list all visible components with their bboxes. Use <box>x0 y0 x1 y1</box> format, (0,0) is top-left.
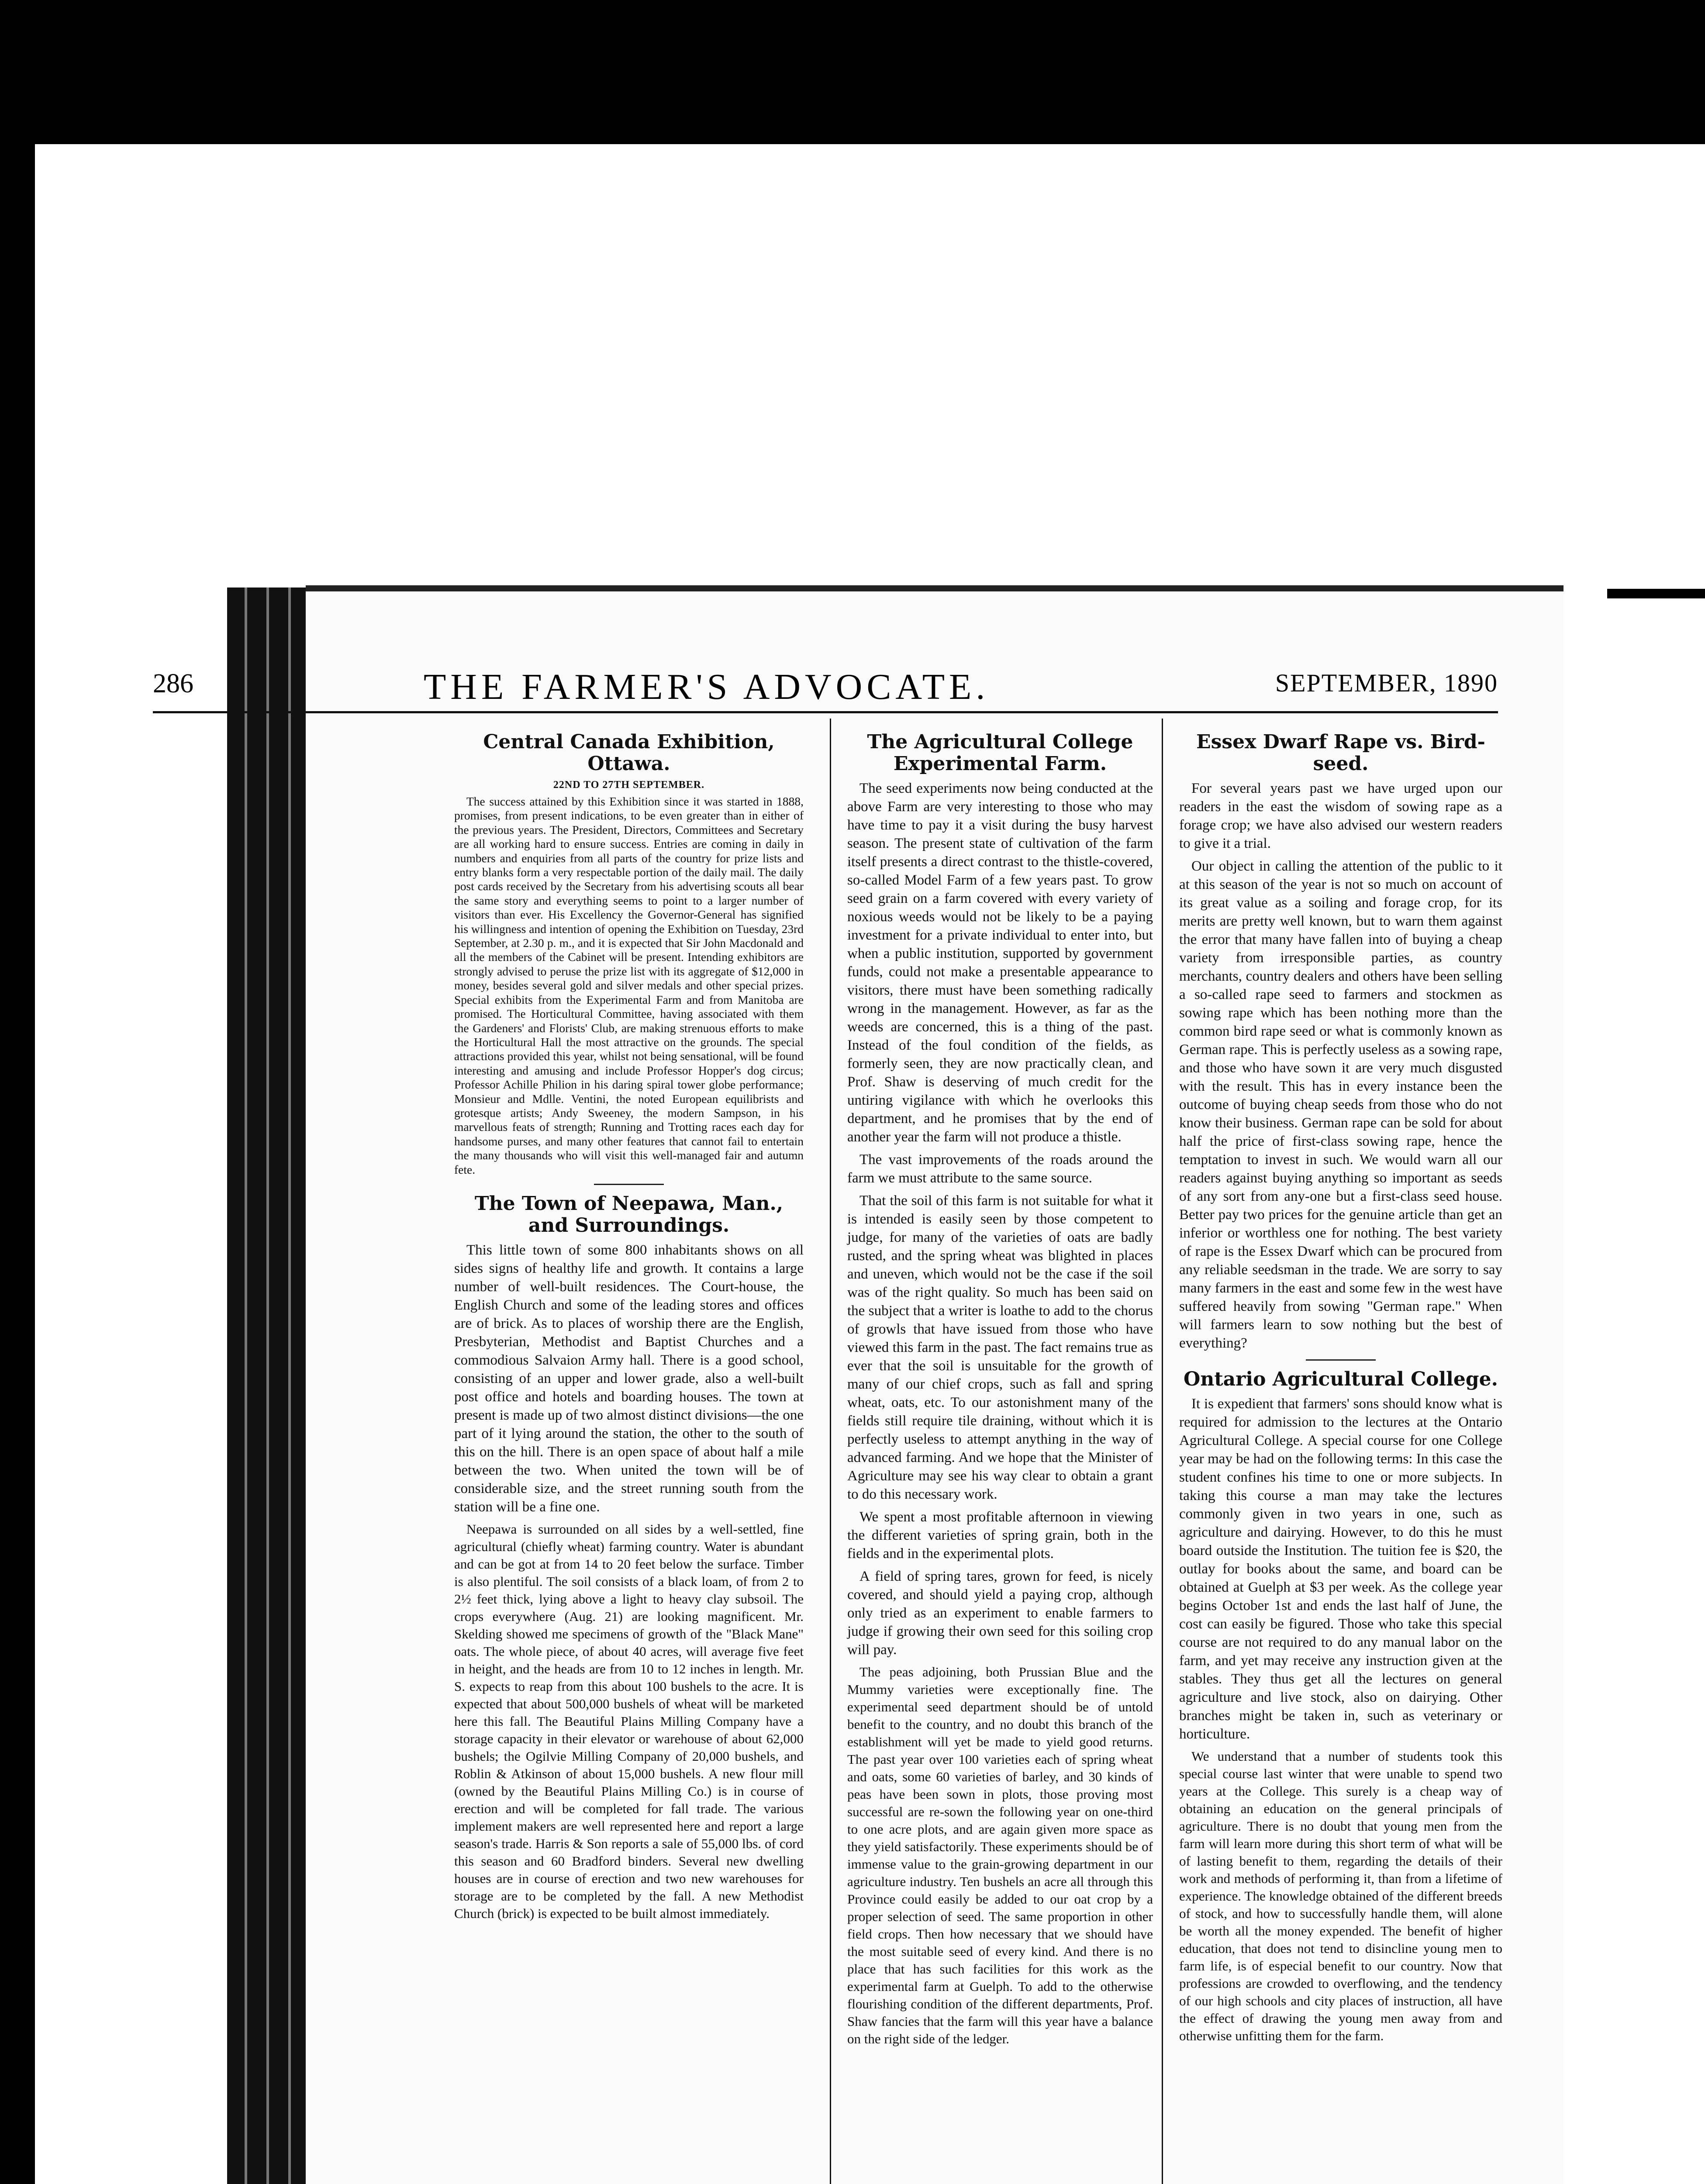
paragraph: A field of spring tares, grown for feed, is nicely covered, and should yield a paying crop, although only tried as an experiment to enable farmers to judge if growing their own seed for this soiling crop will pay. <box>847 1569 1153 1658</box>
divider <box>1306 1359 1376 1361</box>
paragraph: Our object in calling the attention of the public to it at this season of the year is not so much on account of its great value as a soiling and forage crop, for its merits are pretty well known, but to warn them against the error that many have fallen into of buying a cheap variety from irresponsible parties, as country merchants, country dealers and others have been selling a so-called rape seed to farmers and stockmen as sowing rape which has been nothing more than the common bird rape seed or what is commonly known as German rape. This is perfectly useless as a sowing rape, and those who have sown it are very much disgusted with the result. This has in every instance been the outcome of buying cheap seeds from those who do not know their business. German rape can be sold for about half the price of first-class sowing rape, hence the temptation to invest in such. We would warn all our readers against buying anything so important as seeds of any sort from any-one but a first-class seed house. Better pay two prices for the genuine article than get an inferior or worthless one for nothing. The best variety of rape is the Essex Dwarf which can be procured from any reliable seedsman in the trade. We are sorry to say many farmers in the east and some few in the west have suffered heavily from sowing "German rape." When will farmers learn to sow nothing but the best of everything? <box>1179 858 1502 1351</box>
paragraph: The seed experiments now being conducted at the above Farm are very interesting to those who may have time to pay it a visit during the busy harvest season. The present state of cultivation of the farm itself presents a direct contrast to the thistle-covered, so-called Model Farm of a few years past. To grow seed grain on a farm covered with every variety of noxious weeds would not be likely to be a paying investment for a private individual to enter into, but when a public institution, supported by government funds, could not make a presentable appearance to visitors, there must have been something radically wrong in the management. However, as far as the weeds are concerned, this is a thing of the past. Instead of the foul condition of the fields, as formerly seen, they are now practically clean, and Prof. Shaw is deserving of much credit for the untiring vigilance with which he overlooks this department, and he promises that by the end of another year the farm will not produce a thistle. <box>847 781 1153 1145</box>
column-1 <box>454 725 804 1927</box>
paragraph: The success attained by this Exhibition since it was started in 1888, promises, from present indications, to be even greater than in either of the previous years. The President, Directors, Committees and Secretary are all working hard to ensure success. Entries are coming in daily in numbers and enquiries from all parts of the country for prize lists and entry blanks form a very respectable portion of the daily mail. The daily post cards received by the Secretary from his advertising scouts all bear the same story and everything seems to point to a larger number of visitors than ever. His Excellency the Governor-General has signified his willingness and intention of opening the Exhibition on Tuesday, 23rd September, at 2.30 p. m., and it is expected that Sir John Macdonald and all the members of the Cabinet will be present. Intending exhibitors are strongly advised to peruse the prize list with its aggregate of $12,000 in money, besides several gold and silver medals and other special prizes. Special exhibits from the Experimental Farm and from Manitoba are promised. The Horticultural Committee, having associated with them the Gardeners' and Florists' Club, are making strenuous efforts to make the Horticultural Hall the most attractive on the grounds. The special attractions provided this year, whilst not being sensational, will be found interesting and amusing and include Professor Hopper's dog circus; Professor Achille Philion in his daring spiral tower globe performance; Monsieur and Mdlle. Ventini, the noted European equilibrists and grotesque artists; Andy Sweeney, the modern Sampson, in his marvellous feats of strength; Running and Trotting races each day for handsome purses, and many other features that cannot fail to entertain the many thousands who will visit this well-managed fair and autumn fete. <box>454 795 804 1176</box>
divider <box>594 1184 664 1185</box>
issue-date: SEPTEMBER, 1890 <box>1275 669 1498 697</box>
paragraph: It is expedient that farmers' sons should know what is required for admission to the lectures at the Ontario Agricultural College. A special course for one College year may be had on the following terms: In this case the student confines his time to one or more subjects. In taking this course a man may take the lectures commonly given in two years in one, such as agriculture and dairying. However, to do this he must board outside the Institution. The tuition fee is $20, the outlay for books about the same, and board can be obtained at Guelph at $3 per week. As the college year begins October 1st and ends the last half of June, the cost can easily be figured. Those who take this special course are not required to do any manual labor on the farm, and yet may receive any instruction given at the stables. They thus get all the lectures on general agriculture and live stock, also on dairying. Other branches might be taken in, such as veterinary or horticulture. <box>1179 1396 1502 1742</box>
column-divider <box>1162 719 1163 2184</box>
paragraph: We spent a most profitable afternoon in viewing the different varieties of spring grain, both in the fields and in the experimental plots. <box>847 1509 1153 1562</box>
paragraph: We understand that a number of students took this special course last winter that were unable to spend two years at the College. This surely is a cheap way of obtaining an education on the general principals of agriculture. There is no doubt that young men from the farm will learn more during this short term of what will be of lasting benefit to them, regarding the details of their work and methods of performing it, than from a lifetime of experience. The knowledge obtained of the different breeds of stock, and how to successfully handle them, will alone be worth all the money expended. The benefit of higher education, that does not tend to disincline young men to farm life, is of especial benefit to our country. Now that professions are crowded to overflowing, and the tendency of our high schools and city places of instruction, all have the effect of drawing the young men away from and otherwise unfitting them for the farm. <box>1179 1749 1502 2043</box>
paragraph: This little town of some 800 inhabitants shows on all sides signs of healthy life and growth. It contains a large number of well-built residences. The Court-house, the English Church and some of the leading stores and offices are of brick. As to places of worship there are the English, Presbyterian, Methodist and Baptist Churches and a commodious Salvaion Army hall. There is a good school, consisting of an upper and lower grade, also a well-built post office and hotels and boarding houses. The town at present is made up of two almost distinct divisions—the one part of it lying around the station, the other to the south of this on the hill. There is an open space of about half a mile between the two. When united the town will be of considerable size, and the street running south from the station will be a fine one. <box>454 1242 804 1515</box>
article-title: Central Canada Exhibition, Ottawa. <box>483 731 775 775</box>
column-divider <box>830 719 831 2184</box>
paragraph: The peas adjoining, both Prussian Blue and the Mummy varieties were exceptionally fine. The experimental seed department should be of untold benefit to the country, and no doubt this branch of the establishment will yet be made to yield good returns. The past year over 100 varieties each of spring wheat and oats, some 60 varieties of barley, and 30 kinds of peas have been sown in plots, those proving most successful are re-sown the following year on one-third to one acre plots, and are again given more space as they yield satisfactorily. These experiments should be of immense value to the grain-growing department in our agriculture industry. Ten bushels an acre all through this Province could easily be added to our oat crop by a proper selection of seed. The same proportion in other field crops. Then how necessary that we should have the most suitable seed of every kind. And there is no place that has such facilities for this work as the experimental farm at Guelph. To add to the otherwise flourishing condition of the different departments, Prof. Shaw fancies that the farm will this year have a balance on the right side of the ledger. <box>847 1664 1153 2046</box>
edge-mark <box>1607 589 1705 598</box>
paragraph: That the soil of this farm is not suitable for what it is intended is easily seen by those competent to judge, for many of the varieties of oats are badly rusted, and the spring wheat was blighted in places and uneven, which would not be the case if the soil was of the right quality. So much has been said on the subject that a writer is loathe to add to the chorus of growls that have issued from those who have viewed this farm in the past. The fact remains true as ever that the soil is unsuitable for the growth of many of our chief crops, such as fall and spring wheat, oats, etc. To our astonishment many of the fields still require tile draining, without which it is perfectly useless to attempt anything in the way of advanced farming. And we hope that the Minister of Agriculture may see his way clear to obtain a grant to do this necessary work. <box>847 1193 1153 1502</box>
article-title: The Town of Neepawa, Man., and Surroundings. <box>474 1192 783 1237</box>
article-title: Ontario Agricultural College. <box>1184 1368 1498 1390</box>
paragraph: The vast improvements of the roads around the farm we must attribute to the same source. <box>847 1152 1153 1186</box>
page-number: 286 <box>153 669 193 698</box>
paragraph: For several years past we have urged upon our readers in the east the wisdom of sowing rape as a forage crop; we have also advised our western readers to give it a trial. <box>1179 781 1502 851</box>
article-title: The Agricultural College Experimental Farm. <box>867 731 1133 775</box>
article-subtitle: 22ND TO 27TH SEPTEMBER. <box>553 779 705 791</box>
paragraph: Neepawa is surrounded on all sides by a well-settled, fine agricultural (chiefly wheat) farming country. Water is abundant and can be got at from 14 to 20 feet below the surface. Timber is also plentiful. The soil consists of a black loam, of from 2 to 2½ feet thick, lying above a light to heavy clay subsoil. The crops everywhere (Aug. 21) are looking magnificent. Mr. Skelding showed me specimens of growth of the "Black Mane" oats. The whole piece, of about 40 acres, will average five feet in height, and the heads are from 10 to 12 inches in length. Mr. S. expects to reap from this about 100 bushels to the acre. It is expected that about 500,000 bushels of wheat will be marketed here this fall. The Beautiful Plains Milling Company have a storage capacity in their elevator or warehouse of about 62,000 bushels; the Ogilvie Milling Company of 20,000 bushels, and Roblin & Atkinson of about 15,000 bushels. A new flour mill (owned by the Beautiful Plains Milling Co.) is in course of erection and will be completed for fall trade. The various implement makers are well represented here and report a large season's trade. Harris & Son reports a sale of 55,000 lbs. of cord this season and 60 Bradford binders. Several new dwelling houses are in course of erection and two new warehouses for storage are to be completed by the fall. A new Methodist Church (brick) is expected to be built almost immediately. <box>454 1521 804 1921</box>
article-title: Essex Dwarf Rape vs. Bird-seed. <box>1196 731 1485 775</box>
book-spine <box>227 587 314 2184</box>
page-header <box>153 668 1498 708</box>
header-rule <box>153 711 1498 713</box>
column-3 <box>1179 725 1502 2049</box>
masthead: THE FARMER'S ADVOCATE. <box>424 667 990 707</box>
column-2 <box>847 725 1153 2052</box>
